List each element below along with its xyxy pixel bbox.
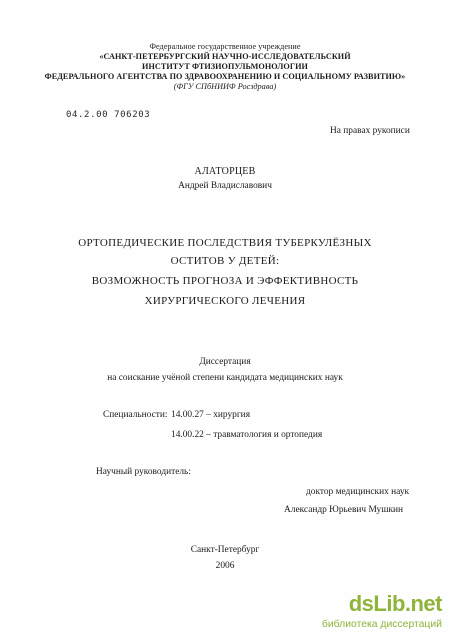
title-line-4: ХИРУРГИЧЕСКОГО ЛЕЧЕНИЯ (144, 295, 306, 307)
manuscript-rights-note: На правах рукописи (330, 126, 410, 136)
header-line-2: «САНКТ-ПЕТЕРБУРГСКИЙ НАУЧНО-ИССЛЕДОВАТЕЛЬСКИЙ (99, 52, 351, 61)
specialty-1: 14.00.27 – хирургия (171, 410, 251, 420)
dslib-watermark-logo (318, 591, 450, 635)
specialty-2: 14.00.22 – травматология и ортопедия (171, 430, 323, 440)
title-line-3: ВОЗМОЖНОСТЬ ПРОГНОЗА И ЭФФЕКТИВНОСТЬ (91, 275, 359, 287)
supervisor-name: Александр Юрьевич Мушкин (284, 505, 404, 515)
title-line-1: ОРТОПЕДИЧЕСКИЕ ПОСЛЕДСТВИЯ ТУБЕРКУЛЁЗНЫХ (78, 237, 372, 249)
specialties-label: Специальности: (103, 410, 168, 420)
year: 2006 (215, 561, 235, 571)
header-line-3: ИНСТИТУТ ФТИЗИОПУЛЬМОНОЛОГИИ (142, 62, 308, 71)
watermark-tagline: библиотека диссертаций (321, 619, 442, 630)
watermark-brand: dsLib.net (348, 591, 442, 616)
header-line-5 (0, 82, 450, 92)
title-line-2: ОСТИТОВ У ДЕТЕЙ: (170, 255, 280, 267)
supervisor-degree: доктор медицинских наук (306, 487, 410, 497)
header-line-1: Федеральное государственное учреждение (149, 42, 301, 51)
registration-stamp: 04.2.00 706203 (66, 110, 151, 120)
author-name: Андрей Владиславович (178, 181, 272, 191)
dissertation-degree: на соискание учёной степени кандидата медицинских наук (107, 373, 343, 383)
header-line-4: ФЕДЕРАЛЬНОГО АГЕНТСТВА ПО ЗДРАВООХРАНЕНИЮ И СОЦИАЛЬНОМУ РАЗВИТИЮ» (44, 72, 406, 81)
city: Санкт-Петербург (190, 545, 260, 555)
dissertation-label: Диссертация (199, 357, 251, 367)
supervisor-label: Научный руководитель: (96, 467, 191, 477)
author-surname: АЛАТОРЦЕВ (194, 166, 256, 177)
header-abbrev: (ФГУ СПбНИИФ Росздрава) (173, 82, 277, 91)
